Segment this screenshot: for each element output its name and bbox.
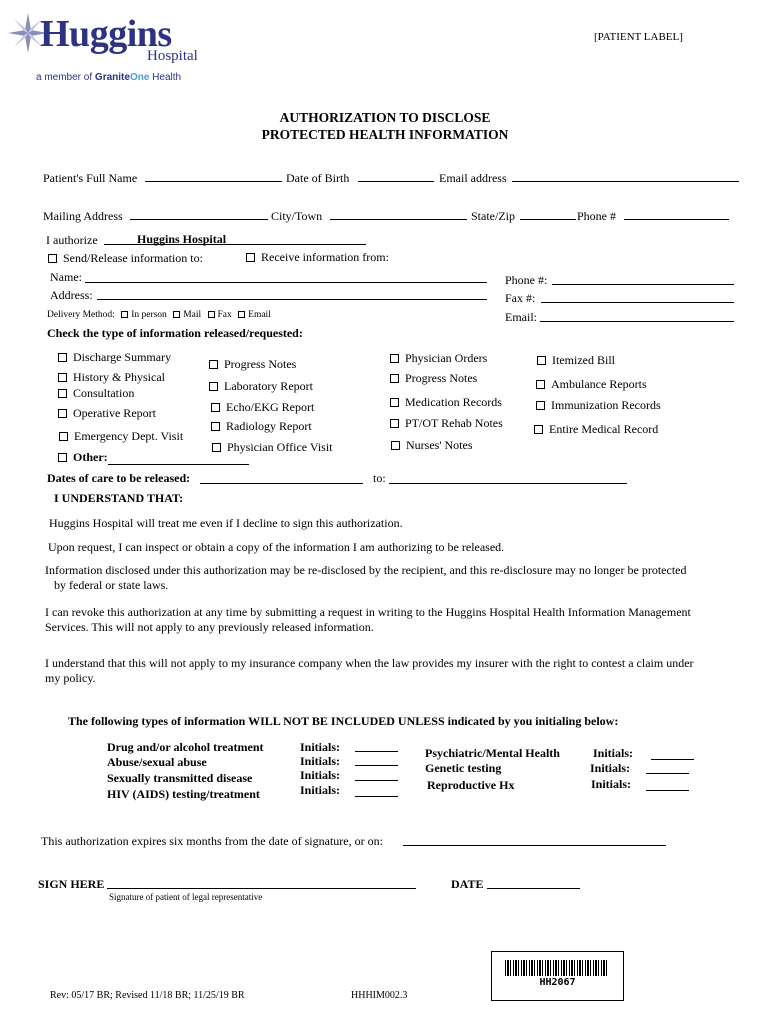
authorize-value: Huggins Hospital xyxy=(137,232,227,246)
exclusion-hiv: HIV (AIDS) testing/treatment xyxy=(107,787,260,801)
full-name-input[interactable] xyxy=(145,181,282,182)
exclusion-abuse: Abuse/sexual abuse xyxy=(107,755,207,769)
checkbox[interactable] xyxy=(209,382,218,391)
address-label: Address: xyxy=(50,288,93,302)
full-name-label: Patient's Full Name xyxy=(43,171,138,185)
dob-label: Date of Birth xyxy=(286,171,350,185)
name-label: Name: xyxy=(50,270,82,284)
checkbox[interactable] xyxy=(58,453,67,462)
mailing-input[interactable] xyxy=(130,219,268,220)
form-title-line2: PROTECTED HEALTH INFORMATION xyxy=(261,127,509,142)
email-checkbox[interactable] xyxy=(238,311,245,318)
dates-to-input[interactable] xyxy=(389,483,627,484)
name-input[interactable] xyxy=(85,282,487,283)
other-input[interactable] xyxy=(108,464,249,465)
entire-medical-record-option[interactable]: Entire Medical Record xyxy=(534,422,658,437)
city-label: City/Town xyxy=(271,209,323,223)
revision-note: Rev: 05/17 BR; Revised 11/18 BR; 11/25/19 BR xyxy=(50,990,245,1001)
barcode-bars xyxy=(505,960,609,976)
initials-repro-input[interactable] xyxy=(646,790,689,791)
send-release-checkbox[interactable] xyxy=(48,254,57,263)
checkbox[interactable] xyxy=(536,380,545,389)
send-release-option[interactable]: Send/Release information to: xyxy=(48,251,203,266)
checkbox[interactable] xyxy=(209,360,218,369)
logo-tagline: a member of GraniteOne Health xyxy=(36,72,182,83)
phone-input[interactable] xyxy=(624,219,729,220)
fax-input[interactable] xyxy=(541,302,734,303)
date-label: DATE xyxy=(451,877,484,891)
dates-from-input[interactable] xyxy=(200,483,363,484)
date-input[interactable] xyxy=(487,888,580,889)
understand-p5b: my policy. xyxy=(45,671,96,685)
checkbox[interactable] xyxy=(534,425,543,434)
initials-abuse-input[interactable] xyxy=(355,765,398,766)
consultation-option[interactable]: Consultation xyxy=(58,386,134,401)
pt-ot-rehab-option[interactable]: PT/OT Rehab Notes xyxy=(390,416,503,431)
dates-label: Dates of care to be released: xyxy=(47,471,191,485)
address-input[interactable] xyxy=(97,299,487,300)
form-title-line1: AUTHORIZATION TO DISCLOSE xyxy=(279,110,491,125)
state-input[interactable] xyxy=(520,219,576,220)
understand-heading: I UNDERSTAND THAT: xyxy=(54,491,184,505)
initials-label: Initials: xyxy=(300,754,341,768)
email-label: Email address xyxy=(439,171,507,185)
progress-notes-option[interactable]: Progress Notes xyxy=(209,357,296,372)
other-option[interactable]: Other: xyxy=(58,450,108,465)
physician-office-visit-option[interactable]: Physician Office Visit xyxy=(212,440,333,455)
barcode xyxy=(491,951,624,1001)
initials-genetic-input[interactable] xyxy=(646,773,689,774)
understand-p3a: Information disclosed under this authorization may be re-disclosed by the recipient, and this re-disclosure may no longer be protected xyxy=(45,563,687,577)
logo-name: Huggins xyxy=(40,13,172,55)
initials-label: Initials: xyxy=(300,783,341,797)
understand-p4a: I can revoke this authorization at any time by submitting a request in writing to the Huggins Hospital Health Information Management xyxy=(45,605,691,619)
patient-label: [PATIENT LABEL] xyxy=(594,31,683,43)
phone-label: Phone # xyxy=(577,209,616,223)
authorize-label: I authorize xyxy=(46,233,98,247)
checkbox[interactable] xyxy=(390,374,399,383)
checkbox[interactable] xyxy=(59,432,68,441)
nurses-notes-option[interactable]: Nurses' Notes xyxy=(391,438,473,453)
in-person-checkbox[interactable] xyxy=(121,311,128,318)
email-input[interactable] xyxy=(512,181,739,182)
dates-to-label: to: xyxy=(373,471,386,485)
logo-subname: Hospital xyxy=(147,48,198,64)
email2-input[interactable] xyxy=(540,321,734,322)
exclusion-reproductive: Reproductive Hx xyxy=(427,778,515,792)
initials-label: Initials: xyxy=(590,761,631,775)
checkbox[interactable] xyxy=(536,401,545,410)
understand-p2: Upon request, I can inspect or obtain a copy of the information I am authorizing to be released. xyxy=(48,540,505,554)
barcode-text: HH2067 xyxy=(539,977,576,988)
mail-checkbox[interactable] xyxy=(173,311,180,318)
medication-records-option[interactable]: Medication Records xyxy=(390,395,502,410)
emergency-visit-option[interactable]: Emergency Dept. Visit xyxy=(59,429,183,444)
phone2-label: Phone #: xyxy=(505,273,548,287)
sign-here-label: SIGN HERE xyxy=(38,877,105,891)
immunization-records-option[interactable]: Immunization Records xyxy=(536,398,661,413)
checkbox[interactable] xyxy=(58,389,67,398)
form-id: HHHIM002.3 xyxy=(351,990,408,1001)
receive-checkbox[interactable] xyxy=(246,253,255,262)
expiry-text: This authorization expires six months from the date of signature, or on: xyxy=(41,834,383,848)
checkbox[interactable] xyxy=(390,354,399,363)
exclusion-genetic: Genetic testing xyxy=(425,761,502,775)
history-physical-option[interactable]: History & Physical xyxy=(58,370,165,385)
initials-drug-input[interactable] xyxy=(355,751,398,752)
hospital-logo xyxy=(8,8,208,84)
exclusion-std: Sexually transmitted disease xyxy=(107,771,253,785)
physician-orders-option[interactable]: Physician Orders xyxy=(390,351,487,366)
email2-label: Email: xyxy=(505,310,537,324)
operative-report-option[interactable]: Operative Report xyxy=(58,406,156,421)
fax-checkbox[interactable] xyxy=(208,311,215,318)
fax-label: Fax #: xyxy=(505,291,536,305)
initials-psych-input[interactable] xyxy=(651,759,694,760)
exclusion-drug-alcohol: Drug and/or alcohol treatment xyxy=(107,740,264,754)
checkbox[interactable] xyxy=(390,398,399,407)
checkbox[interactable] xyxy=(390,419,399,428)
understand-p3b: by federal or state laws. xyxy=(54,578,169,592)
discharge-summary-option[interactable]: Discharge Summary xyxy=(58,350,171,365)
expiry-input[interactable] xyxy=(403,845,666,846)
understand-p1: Huggins Hospital will treat me even if I decline to sign this authorization. xyxy=(49,516,403,530)
itemized-bill-option[interactable]: Itemized Bill xyxy=(537,353,615,368)
checkbox[interactable] xyxy=(211,403,220,412)
initials-hiv-input[interactable] xyxy=(355,796,398,797)
checkbox[interactable] xyxy=(58,409,67,418)
initials-label: Initials: xyxy=(591,777,632,791)
initials-label: Initials: xyxy=(300,740,341,754)
initials-label: Initials: xyxy=(593,746,634,760)
ambulance-reports-option[interactable]: Ambulance Reports xyxy=(536,377,647,392)
checkbox[interactable] xyxy=(58,373,67,382)
checkbox[interactable] xyxy=(391,441,400,450)
signature-input[interactable] xyxy=(107,888,416,889)
initials-label: Initials: xyxy=(300,768,341,782)
receive-option[interactable]: Receive information from: xyxy=(246,250,389,265)
checkbox[interactable] xyxy=(537,356,546,365)
laboratory-report-option[interactable]: Laboratory Report xyxy=(209,379,313,394)
info-types-heading: Check the type of information released/requested: xyxy=(47,326,303,340)
state-label: State/Zip xyxy=(471,209,515,223)
exclusions-heading: The following types of information WILL NOT BE INCLUDED UNLESS indicated by you initialing below: xyxy=(68,714,619,728)
checkbox[interactable] xyxy=(212,443,221,452)
mailing-label: Mailing Address xyxy=(43,209,123,223)
understand-p4b: Services. This will not apply to any previously released information. xyxy=(45,620,374,634)
dob-input[interactable] xyxy=(358,181,434,182)
phone2-input[interactable] xyxy=(552,284,734,285)
progress-notes-2-option[interactable]: Progress Notes xyxy=(390,371,477,386)
delivery-method: Delivery Method: In person Mail Fax Email xyxy=(47,310,271,320)
initials-std-input[interactable] xyxy=(355,780,398,781)
checkbox[interactable] xyxy=(211,422,220,431)
radiology-report-option[interactable]: Radiology Report xyxy=(211,419,312,434)
exclusion-psychiatric: Psychiatric/Mental Health xyxy=(425,746,560,760)
signature-caption: Signature of patient of legal representative xyxy=(109,892,263,902)
checkbox[interactable] xyxy=(58,353,67,362)
understand-p5a: I understand that this will not apply to my insurance company when the law provides my insurer with the right to contest a claim under xyxy=(45,656,694,670)
echo-ekg-option[interactable]: Echo/EKG Report xyxy=(211,400,314,415)
city-input[interactable] xyxy=(330,219,467,220)
